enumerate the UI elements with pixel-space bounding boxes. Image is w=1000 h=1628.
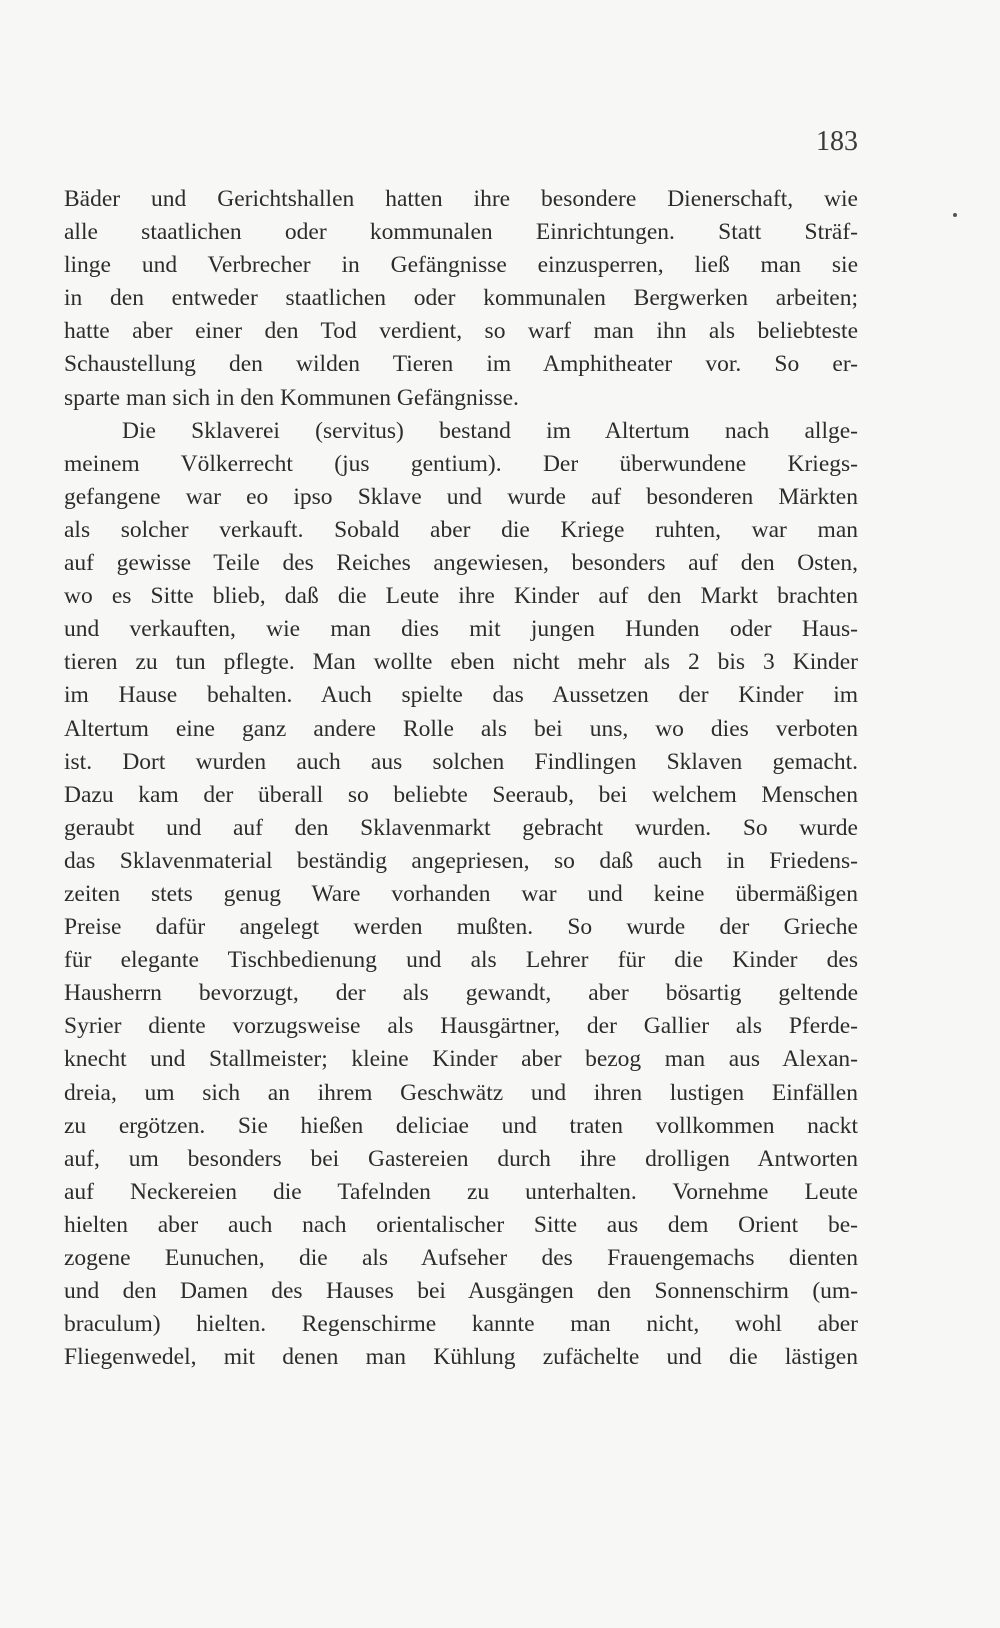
text-line: sparte man sich in den Kommunen Gefängnisse. [64,384,519,411]
text-line: im Hause behalten. Auch spielte das Aussetzen der Kinder im [64,682,858,709]
text-line: linge und Verbrecher in Gefängnisse einzusperren, ließ man sie [64,252,858,279]
text-line: knecht und Stallmeister; kleine Kinder aber bezog man aus Alexan- [64,1046,858,1073]
text-line: tieren zu tun pflegte. Man wollte eben nicht mehr als 2 bis 3 Kinder [64,649,858,676]
text-line: ist. Dort wurden auch aus solchen Findlingen Sklaven gemacht. [64,748,858,775]
page-number: 183 [816,126,858,157]
text-line: braculum) hielten. Regenschirme kannte man nicht, wohl aber [64,1311,858,1338]
paper-speck [953,213,957,217]
text-line: geraubt und auf den Sklavenmarkt gebracht wurden. So wurde [64,814,858,841]
text-line: alle staatlichen oder kommunalen Einrichtungen. Statt Sträf- [64,219,858,246]
text-line: Bäder und Gerichtshallen hatten ihre besondere Dienerschaft, wie [64,186,858,212]
text-line: zogene Eunuchen, die als Aufseher des Frauengemachs dienten [64,1245,858,1271]
text-line: gefangene war eo ipso Sklave und wurde auf besonderen Märkten [64,483,858,510]
text-line: zu ergötzen. Sie hießen deliciae und traten vollkommen nackt [64,1112,858,1139]
text-line: auf Neckereien die Tafelnden zu unterhalten. Vornehme Leute [64,1178,858,1205]
text-line: zeiten stets genug Ware vorhanden war und keine übermäßigen [64,880,858,907]
text-line: Preise dafür angelegt werden mußten. So wurde der Grieche [64,914,858,941]
text-line: Dazu kam der überall so beliebte Seeraub, bei welchem Menschen [64,781,858,808]
text-line: und verkauften, wie man dies mit jungen Hunden oder Haus- [64,616,858,643]
text-line: auf, um besonders bei Gastereien durch ihre drolligen Antworten [64,1145,858,1172]
text-line: Hausherrn bevorzugt, der als gewandt, aber bösartig geltende [64,980,858,1007]
text-line: Schaustellung den wilden Tieren im Amphitheater vor. So er- [64,351,858,378]
text-line: Syrier diente vorzugsweise als Hausgärtner, der Gallier als Pferde- [64,1013,858,1040]
body-text [64,183,858,1374]
text-line: dreia, um sich an ihrem Geschwätz und ihren lustigen Einfällen [64,1079,858,1106]
text-line: meinem Völkerrecht (jus gentium). Der überwundene Kriegs- [64,450,858,477]
text-line: auf gewisse Teile des Reiches angewiesen, besonders auf den Osten, [64,550,858,577]
text-line: und den Damen des Hauses bei Ausgängen den Sonnenschirm (um- [64,1278,858,1305]
text-line: hatte aber einer den Tod verdient, so warf man ihn als beliebteste [64,318,858,345]
text-line: hielten aber auch nach orientalischer Sitte aus dem Orient be- [64,1211,858,1238]
text-line: für elegante Tischbedienung und als Lehrer für die Kinder des [64,947,858,974]
text-line: Die Sklaverei (servitus) bestand im Altertum nach allge- [122,417,858,444]
text-line: in den entweder staatlichen oder kommunalen Bergwerken arbeiten; [64,285,858,312]
text-line: als solcher verkauft. Sobald aber die Kriege ruhten, war man [64,516,858,543]
text-line: Fliegenwedel, mit denen man Kühlung zufächelte und die lästigen [64,1344,858,1371]
text-line: wo es Sitte blieb, daß die Leute ihre Kinder auf den Markt brachten [64,583,858,610]
text-line: Altertum eine ganz andere Rolle als bei uns, wo dies verboten [64,715,858,742]
text-line: das Sklavenmaterial beständig angepriesen, so daß auch in Friedens- [64,847,858,874]
